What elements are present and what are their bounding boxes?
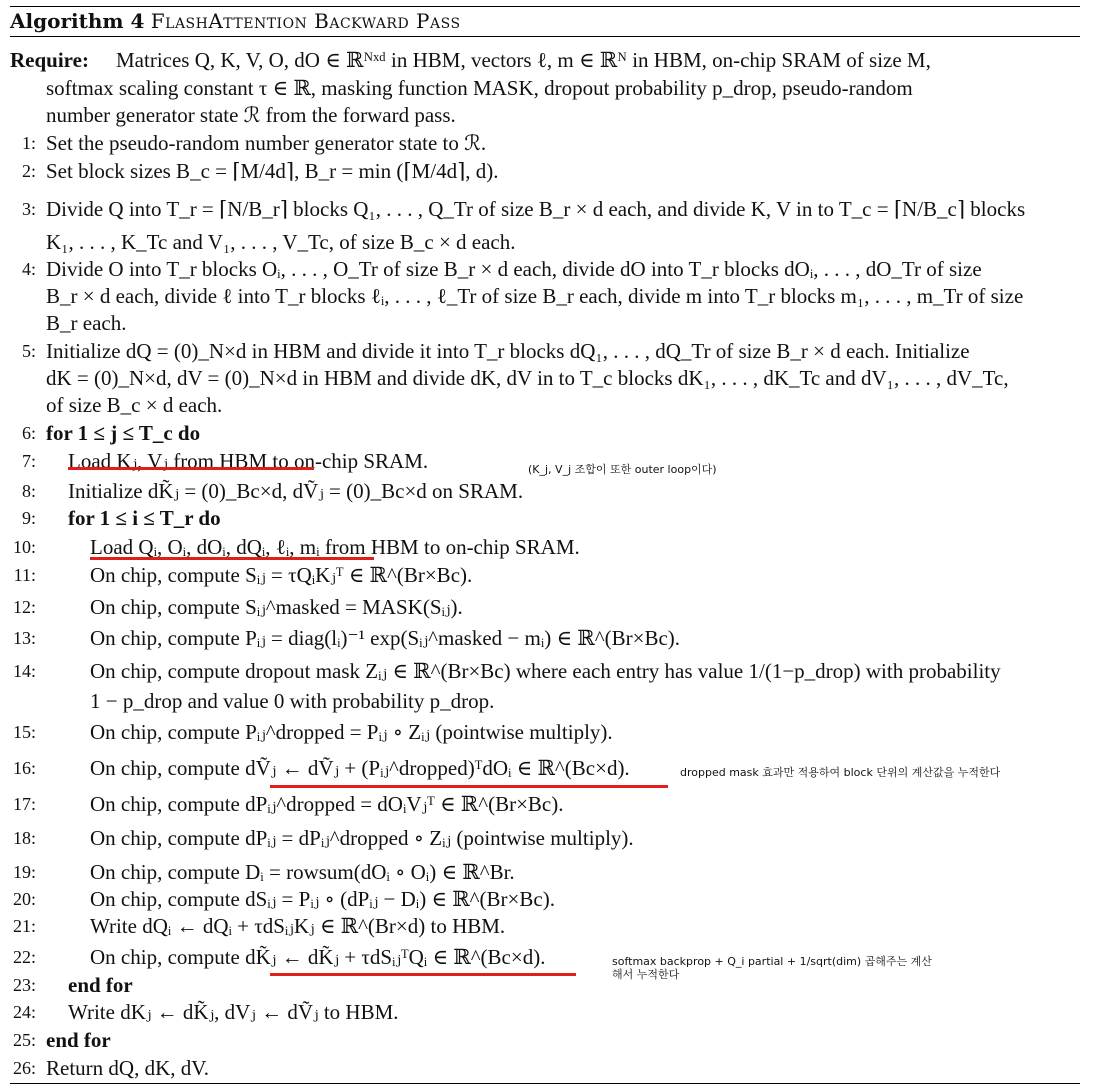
step-number: 14:: [12, 661, 36, 681]
step-text: On chip, compute dPᵢⱼ = dPᵢⱼ^dropped ∘ Zᵢⱼ (pointwise multiply).: [90, 826, 634, 850]
step-text: for 1 ≤ i ≤ T_r do: [68, 506, 221, 530]
step-text: end for: [46, 1028, 111, 1052]
step-number: 3:: [21, 199, 36, 219]
step-number: 17:: [12, 794, 36, 814]
step-number: 2:: [21, 161, 36, 181]
step-number: 4:: [21, 259, 36, 279]
underline-step-7: [68, 467, 314, 470]
step-text: On chip, compute Pᵢⱼ^dropped = Pᵢⱼ ∘ Zᵢⱼ (pointwise multiply).: [90, 720, 613, 744]
step-text: B_r each.: [46, 311, 127, 335]
step-text: On chip, compute dK̃ⱼ ← dK̃ⱼ + τdSᵢⱼᵀQᵢ ∈ ℝ^(Bc×d).: [90, 945, 546, 969]
step-number: 23:: [12, 975, 36, 995]
step-text: K₁, . . . , K_Tc and V₁, . . . , V_Tc, of size B_c × d each.: [46, 230, 516, 254]
step-number: 12:: [12, 597, 36, 617]
annotation-step-16: dropped mask 효과만 적용하여 block 단위의 계산값을 누적한다: [680, 766, 1001, 779]
step-text: Load Qᵢ, Oᵢ, dOᵢ, dQᵢ, ℓᵢ, mᵢ from HBM to on-chip SRAM.: [90, 535, 580, 559]
step-number: 19:: [12, 862, 36, 882]
step-text: On chip, compute Dᵢ = rowsum(dOᵢ ∘ Oᵢ) ∈ ℝ^Br.: [90, 860, 515, 884]
step-text: Set block sizes B_c = ⌈M/4d⌉, B_r = min (⌈M/4d⌉, d).: [46, 159, 499, 183]
require-keyword: Require:: [10, 48, 89, 72]
step-number: 22:: [12, 947, 36, 967]
step-text: Write dKⱼ ← dK̃ⱼ, dVⱼ ← dṼⱼ to HBM.: [68, 1000, 399, 1024]
title-rule: [10, 36, 1080, 37]
step-text: On chip, compute Pᵢⱼ = diag(lᵢ)⁻¹ exp(Sᵢⱼ^masked − mᵢ) ∈ ℝ^(Br×Bc).: [90, 626, 681, 650]
step-text: On chip, compute Sᵢⱼ = τQᵢKⱼᵀ ∈ ℝ^(Br×Bc).: [90, 563, 473, 587]
step-number: 24:: [12, 1002, 36, 1022]
step-number: 16:: [12, 758, 36, 778]
step-text: On chip, compute Sᵢⱼ^masked = MASK(Sᵢⱼ).: [90, 595, 463, 619]
underline-step-16: [270, 785, 668, 788]
annotation-step-22-line-1: softmax backprop + Q_i partial + 1/sqrt(dim) 곱해주는 계산: [612, 955, 932, 968]
step-number: 25:: [12, 1030, 36, 1050]
annotation-step-7: (K_j, V_j 조합이 또한 outer loop이다): [528, 463, 717, 476]
step-number: 9:: [21, 508, 36, 528]
top-rule: [10, 6, 1080, 7]
step-text: Load Kⱼ, Vⱼ from HBM to on-chip SRAM.: [68, 449, 429, 473]
underline-step-10: [90, 557, 374, 560]
algorithm-title: [10, 9, 461, 33]
require-line-1: Matrices Q, K, V, O, dO ∈ ℝᴺˣᵈ in HBM, vectors ℓ, m ∈ ℝᴺ in HBM, on-chip SRAM of size M,: [116, 48, 931, 72]
annotation-step-22-line-2: 해서 누적한다: [612, 968, 680, 981]
bottom-rule: [10, 1083, 1080, 1084]
step-number: 11:: [13, 565, 36, 585]
step-number: 8:: [21, 481, 36, 501]
algorithm-name: FlashAttention Backward Pass: [150, 9, 461, 33]
step-number: 7:: [21, 451, 36, 471]
step-text: Set the pseudo-random number generator state to ℛ.: [46, 131, 487, 155]
algorithm-label: Algorithm 4: [10, 9, 145, 33]
step-text: B_r × d each, divide ℓ into T_r blocks ℓᵢ, . . . , ℓ_Tr of size B_r each, divide m into T_r blocks m₁, . . . , m_Tr of size: [46, 284, 1024, 308]
step-text: Write dQᵢ ← dQᵢ + τdSᵢⱼKⱼ ∈ ℝ^(Br×d) to HBM.: [90, 914, 506, 938]
step-number: 10:: [12, 537, 36, 557]
step-number: 26:: [12, 1058, 36, 1078]
require-line-2: softmax scaling constant τ ∈ ℝ, masking function MASK, dropout probability p_drop, pseudo-random: [46, 76, 913, 100]
step-text: of size B_c × d each.: [46, 393, 223, 417]
step-number: 15:: [12, 722, 36, 742]
step-text: Divide O into T_r blocks Oᵢ, . . . , O_Tr of size B_r × d each, divide dO into T_r blocks dOᵢ, . . . , dO_Tr of size: [46, 257, 982, 281]
step-number: 21:: [12, 916, 36, 936]
step-text: 1 − p_drop and value 0 with probability p_drop.: [90, 689, 495, 713]
step-text: On chip, compute dSᵢⱼ = Pᵢⱼ ∘ (dPᵢⱼ − Dᵢ) ∈ ℝ^(Br×Bc).: [90, 887, 555, 911]
step-number: 1:: [21, 133, 36, 153]
step-text: for 1 ≤ j ≤ T_c do: [46, 421, 201, 445]
require-line-3: number generator state ℛ from the forward pass.: [46, 103, 456, 127]
step-number: 5:: [21, 341, 36, 361]
step-number: 18:: [12, 828, 36, 848]
underline-step-22: [270, 973, 576, 976]
step-text: On chip, compute dPᵢⱼ^dropped = dOᵢVⱼᵀ ∈ ℝ^(Br×Bc).: [90, 792, 564, 816]
step-number: 20:: [12, 889, 36, 909]
step-text: Return dQ, dK, dV.: [46, 1056, 209, 1080]
step-text: Divide Q into T_r = ⌈N/B_r⌉ blocks Q₁, . . . , Q_Tr of size B_r × d each, and divide K, V in to T_c = ⌈N/B_c⌉ blocks: [46, 197, 1026, 221]
step-text: end for: [68, 973, 133, 997]
step-text: Initialize dK̃ⱼ = (0)_Bc×d, dṼⱼ = (0)_Bc×d on SRAM.: [68, 479, 524, 503]
step-text: On chip, compute dṼⱼ ← dṼⱼ + (Pᵢⱼ^dropped)ᵀdOᵢ ∈ ℝ^(Bc×d).: [90, 756, 630, 780]
step-text: On chip, compute dropout mask Zᵢⱼ ∈ ℝ^(Br×Bc) where each entry has value 1/(1−p_drop) with probability: [90, 659, 1001, 683]
step-number: 6:: [21, 423, 36, 443]
step-text: dK = (0)_N×d, dV = (0)_N×d in HBM and divide dK, dV in to T_c blocks dK₁, . . . , dK_Tc and dV₁, . . . , dV_Tc,: [46, 366, 1009, 390]
step-text: Initialize dQ = (0)_N×d in HBM and divide it into T_r blocks dQ₁, . . . , dQ_Tr of size B_r × d each. Initialize: [46, 339, 970, 363]
step-number: 13:: [12, 628, 36, 648]
